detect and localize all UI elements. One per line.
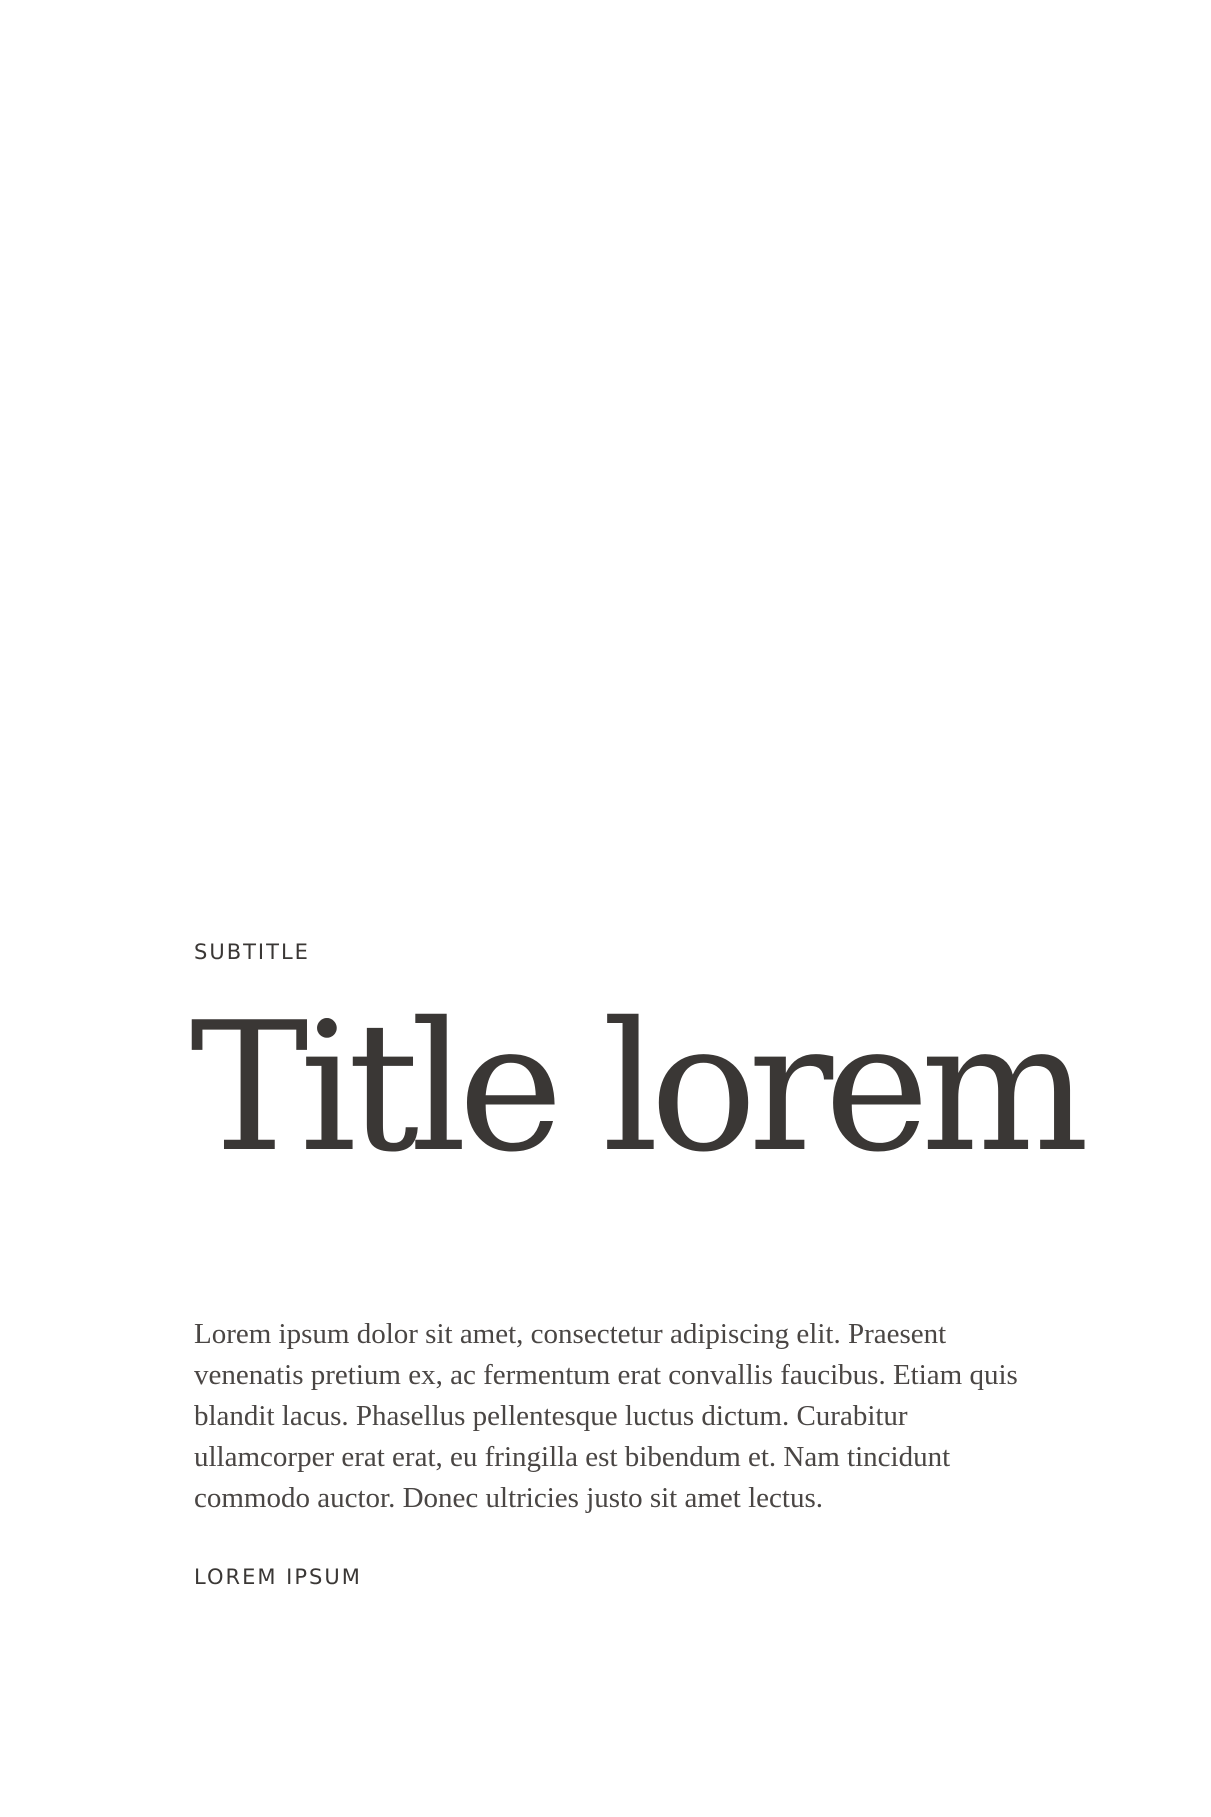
body-paragraph: Lorem ipsum dolor sit amet, consectetur adipiscing elit. Praesent venenatis pretium ex, ac fermentum erat convallis faucibus. Etiam quis blandit lacus. Phasellus pellentesque luctus dictum. Curabitur ullamcorper erat erat, eu fringilla est bibendum et. Nam tincidunt commodo auctor. Donec ultricies justo sit amet lectus. (194, 1318, 1018, 1514)
subtitle: SUBTITLE (194, 940, 310, 964)
content-block (190, 0, 1081, 1817)
page-title: Title lorem (190, 984, 1081, 1191)
footer-label: LOREM IPSUM (194, 1565, 362, 1589)
